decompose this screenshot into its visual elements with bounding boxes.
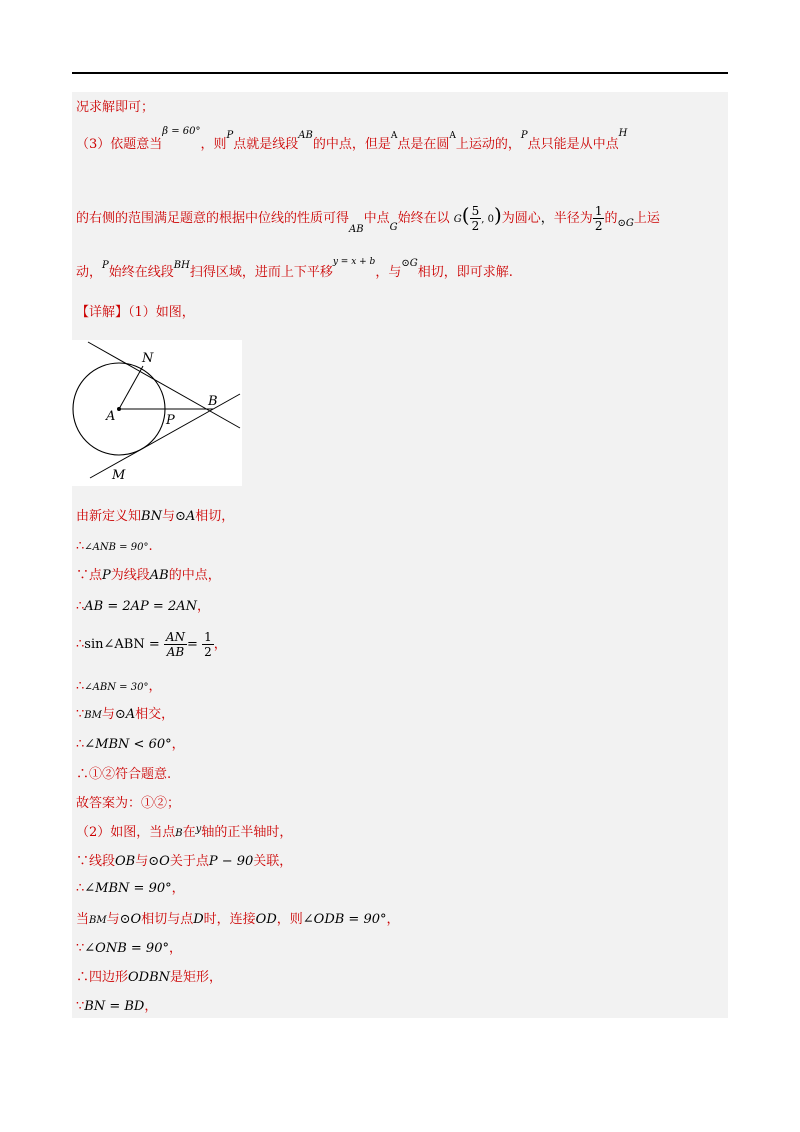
intro-line-4: [76, 257, 513, 283]
math-g: G: [453, 214, 462, 225]
intro-text: 的右侧的范围满足题意的根据中位线的性质可得: [76, 211, 350, 226]
math-ab: AB: [298, 130, 313, 141]
step-8: ∴∠MBN < 60°，: [76, 737, 185, 752]
math-a: A: [449, 131, 456, 141]
intro-text: 中点: [363, 211, 390, 226]
label-b: B: [208, 394, 218, 409]
fraction-1-2: $\frac{1}{2}$: [594, 204, 603, 233]
intro-text: 相切，即可求解.: [417, 265, 513, 280]
detail-text: （1）如图，: [128, 305, 195, 320]
intro-text: （3）依题意当: [76, 137, 163, 152]
step-12: ∵线段OB与⊙O关于点P − 90关联，: [76, 854, 293, 869]
step-14: 当BM与⊙O相切与点D时，连接OD，则∠ODB = 90°，: [76, 912, 400, 927]
detail-heading: [76, 304, 195, 322]
math-p: P: [520, 130, 528, 141]
step-11: （2）如图，当点B在$^y$轴的正半轴时，: [76, 824, 293, 840]
step-1: 由新定义知BN与⊙A相切，: [76, 509, 235, 524]
math-g: G: [389, 222, 398, 233]
step-17: ∵BN = BD，: [76, 999, 158, 1014]
intro-text: 点是在圆: [397, 137, 450, 152]
math-circle-g: ⊙G: [617, 218, 634, 229]
step-15: ∵∠ONB = 90°，: [76, 941, 182, 956]
intro-text: 况求解即可；: [76, 100, 155, 115]
intro-text: 上运: [633, 211, 660, 226]
label-n: N: [142, 351, 154, 366]
step-13: ∴∠MBN = 90°，: [76, 881, 185, 896]
intro-text: ，则: [200, 137, 227, 152]
math-beta: β = 60°: [162, 126, 201, 137]
step-3: ∵点P为线段AB的中点，: [76, 568, 221, 583]
intro-text: 上运动的，: [455, 137, 521, 152]
step-16: ∴四边形ODBN是矩形，: [76, 970, 223, 985]
intro-text: 点就是线段: [233, 137, 299, 152]
math-p: P: [226, 130, 234, 141]
step-10: 故答案为：①②；: [76, 796, 181, 811]
header-rule: [72, 72, 728, 74]
math-a: A: [390, 131, 398, 141]
math-zero: , 0: [481, 214, 494, 225]
intro-text: 点只能是从中点: [527, 137, 619, 152]
label-a: A: [106, 409, 116, 424]
intro-text: 始终在以: [397, 211, 450, 226]
label-m: M: [112, 468, 126, 483]
intro-text: 始终在线段: [108, 265, 174, 280]
intro-line-1: [76, 99, 154, 117]
step-4: ∴AB = 2AP = 2AN，: [76, 599, 210, 614]
geometry-figure: [72, 340, 242, 486]
fraction-5-2: $\frac{5}{2}$: [471, 204, 480, 233]
intro-text: 为圆心: [501, 211, 541, 226]
math-line-eq: y = x + b: [332, 257, 376, 267]
step-7: ∵BM与⊙A相交，: [76, 707, 175, 722]
center-point-a: [117, 407, 121, 411]
math-bh: BH: [173, 260, 190, 271]
segment-an: [119, 366, 143, 409]
math-p: P: [102, 260, 109, 271]
math-ab: AB: [349, 224, 364, 235]
detail-tag: 【详解】: [76, 305, 129, 320]
intro-text: 扫得区域，进而上下平移: [189, 265, 333, 280]
label-p: P: [166, 413, 175, 428]
intro-line-3: 的右侧的范围满足题意的根据中位线的性质可得$_{AB}$中点$_G$始终在以 G( $\frac{5}{2}$ , 0)为圆心，半径为 $\frac{1}{2}$ 的$_{⊙G}$上运: [76, 203, 660, 235]
math-circle-g: ⊙G: [401, 258, 418, 269]
intro-text: 半径为: [553, 211, 593, 226]
step-9: ∴①②符合题意.: [76, 767, 172, 782]
intro-text: 动，: [76, 265, 103, 280]
step-5: ∴sin∠ABN = $\frac{AN}{AB}$ = $\frac{1}{2}$ ，: [76, 630, 227, 659]
intro-text: ，与: [375, 265, 402, 280]
intro-text: 的: [604, 211, 618, 226]
math-h: H: [618, 128, 628, 139]
step-2: ∴∠ANB = 90°.: [76, 539, 153, 554]
intro-text: 的中点，但是: [312, 137, 391, 152]
step-6: ∴∠ABN = 30°，: [76, 679, 162, 694]
